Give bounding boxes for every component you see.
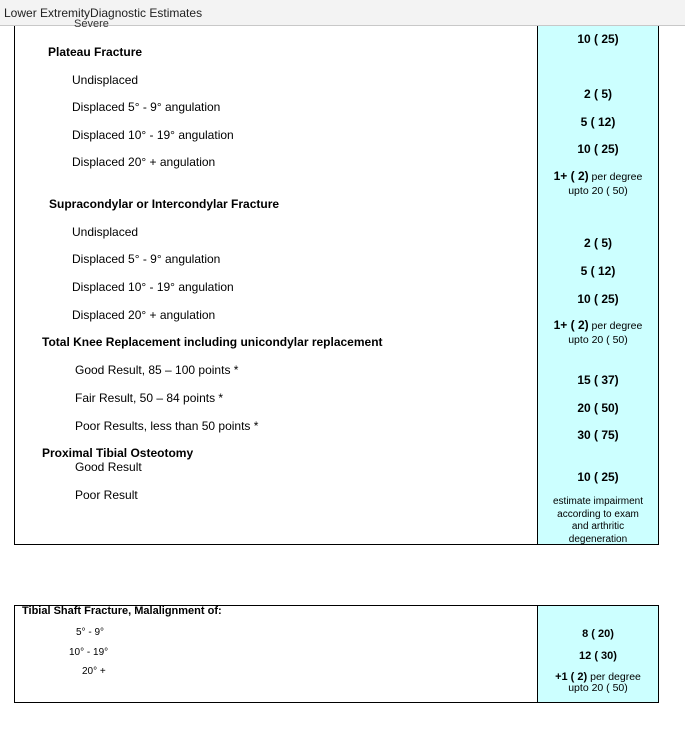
tkr-value-poor: 30 ( 75) bbox=[577, 428, 619, 442]
plateau-fracture-heading: Plateau Fracture bbox=[48, 45, 143, 59]
plateau-value-per-degree: 1+ ( 2) per degree upto 20 ( 50) bbox=[553, 169, 643, 197]
tkr-row-poor: Poor Results, less than 50 points * bbox=[75, 419, 259, 433]
plateau-value-20: 10 ( 25) bbox=[577, 142, 619, 156]
total-knee-replacement-heading: Total Knee Replacement including unicondylar replacement bbox=[42, 335, 383, 349]
supra-row-20-plus: Displaced 20° + angulation bbox=[72, 308, 216, 322]
window-title: Lower ExtremityDiagnostic Estimates bbox=[4, 6, 203, 20]
osteotomy-row-poor: Poor Result bbox=[75, 488, 138, 502]
supra-value-5-9: 5 ( 12) bbox=[580, 264, 616, 278]
tibial-row-5-9: 5° - 9° bbox=[76, 627, 105, 638]
supracondylar-heading: Supracondylar or Intercondylar Fracture bbox=[49, 197, 280, 211]
tkr-value-good: 15 ( 37) bbox=[577, 373, 619, 387]
osteotomy-row-good: Good Result bbox=[75, 460, 142, 474]
tibial-value-per-degree: +1 ( 2) per degree upto 20 ( 50) bbox=[555, 671, 641, 694]
plateau-row-5-9: Displaced 5° - 9° angulation bbox=[72, 100, 221, 114]
tibial-value-5-9: 8 ( 20) bbox=[582, 628, 614, 640]
plateau-row-undisplaced: Undisplaced bbox=[72, 73, 139, 87]
osteotomy-value-poor-estimate: estimate impairment according to exam and arthritic degeneration bbox=[552, 496, 644, 545]
tibial-row-20-plus: 20° + bbox=[82, 666, 106, 677]
plateau-value-5-9: 2 ( 5) bbox=[583, 87, 612, 101]
tkr-row-fair: Fair Result, 50 – 84 points * bbox=[75, 391, 224, 405]
proximal-tibial-osteotomy-heading: Proximal Tibial Osteotomy bbox=[42, 446, 194, 460]
plateau-row-10-19: Displaced 10° - 19° angulation bbox=[72, 128, 234, 142]
tibial-value-10-19: 12 ( 30) bbox=[579, 650, 617, 662]
tkr-row-good: Good Result, 85 – 100 points * bbox=[75, 363, 239, 377]
supra-value-10-19: 10 ( 25) bbox=[577, 292, 619, 306]
plateau-row-20-plus: Displaced 20° + angulation bbox=[72, 155, 216, 169]
tibial-shaft-heading: Tibial Shaft Fracture, Malalignment of: bbox=[22, 605, 222, 617]
supra-row-undisplaced: Undisplaced bbox=[72, 225, 139, 239]
tibial-row-10-19: 10° - 19° bbox=[69, 647, 109, 658]
cut-off-row-label: Severe bbox=[74, 18, 109, 30]
supra-row-5-9: Displaced 5° - 9° angulation bbox=[72, 252, 221, 266]
plateau-value-10-19: 5 ( 12) bbox=[580, 115, 616, 129]
supra-value-undisplaced: 2 ( 5) bbox=[583, 236, 612, 250]
supra-value-per-degree: 1+ ( 2) per degree upto 20 ( 50) bbox=[553, 318, 643, 346]
severe-value: 10 ( 25) bbox=[577, 32, 619, 46]
supra-row-10-19: Displaced 10° - 19° angulation bbox=[72, 280, 234, 294]
tkr-value-fair: 20 ( 50) bbox=[577, 401, 619, 415]
osteotomy-value-good: 10 ( 25) bbox=[577, 470, 619, 484]
impairment-value-column bbox=[537, 26, 658, 544]
